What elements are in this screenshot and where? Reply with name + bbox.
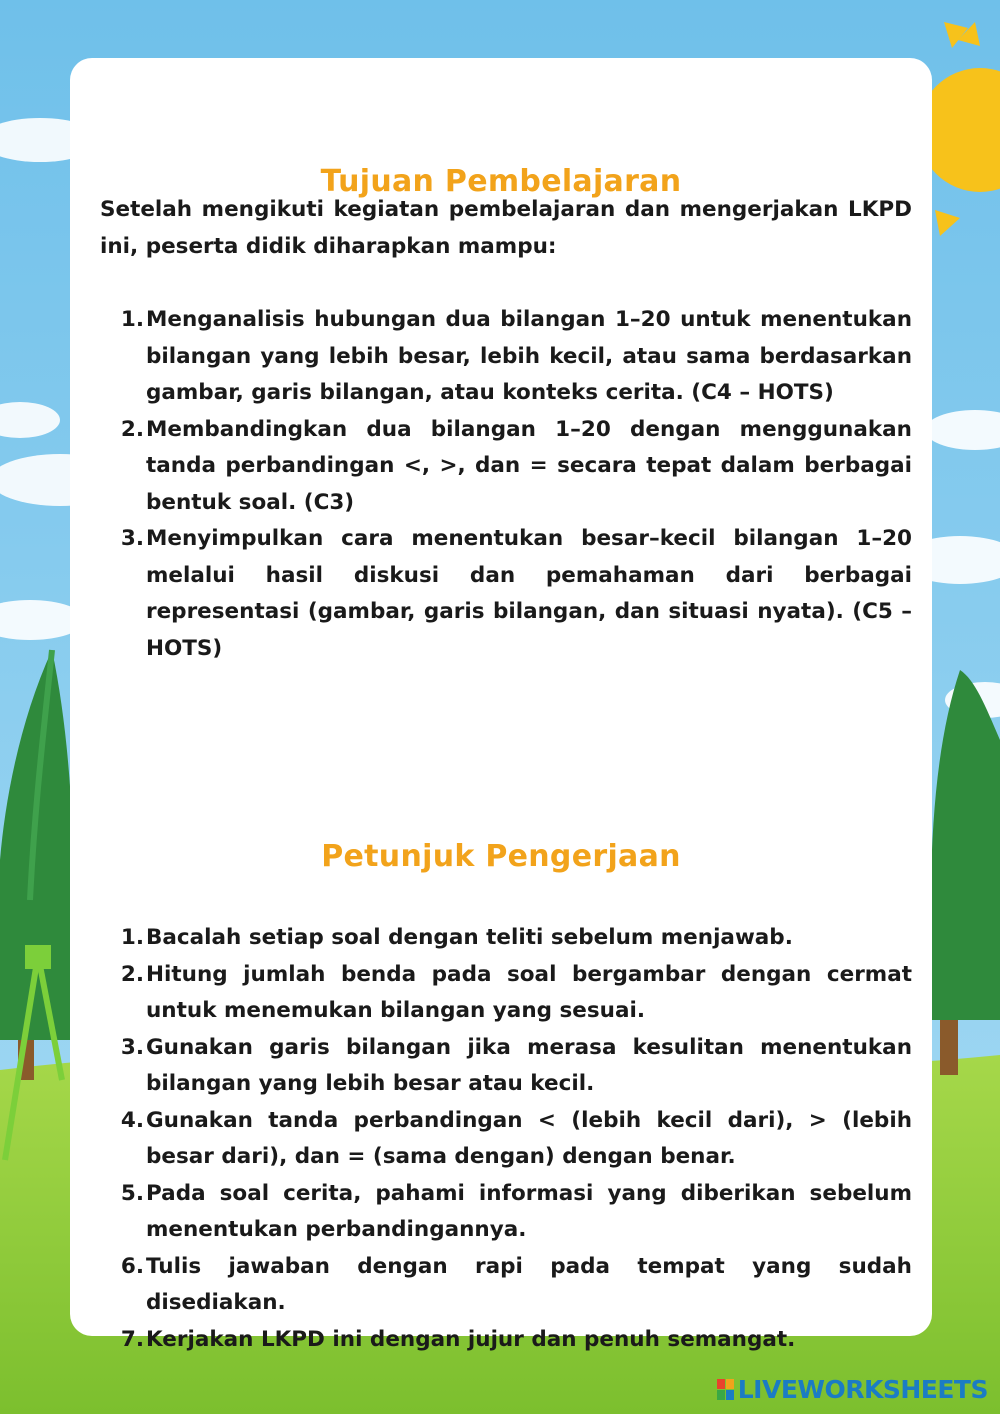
instructions-title: Petunjuk Pengerjaan bbox=[321, 839, 681, 874]
item-text: Menyimpulkan cara menentukan besar–kecil bilangan 1–20 melalui hasil diskusi dan pemahaman dari berbagai representasi (gambar, garis bilangan, dan situasi nyata). (C5 – HOTS) bbox=[146, 526, 912, 661]
item-text: Membandingkan dua bilangan 1–20 dengan menggunakan tanda perbandingan <, >, dan = secara tepat dalam berbagai bentuk soal. (C3) bbox=[146, 416, 912, 515]
item-number: 6. bbox=[120, 1253, 144, 1279]
list-item bbox=[100, 920, 912, 957]
liveworksheets-icon bbox=[717, 1379, 734, 1400]
item-number: 4. bbox=[120, 1107, 144, 1133]
list-item bbox=[100, 412, 912, 522]
list-item bbox=[100, 1176, 912, 1249]
list-item bbox=[100, 1322, 912, 1359]
item-text: Tulis jawaban dengan rapi pada tempat yang sudah disediakan. bbox=[146, 1253, 912, 1315]
instructions-list bbox=[100, 920, 912, 1358]
liveworksheets-logo[interactable] bbox=[717, 1372, 988, 1406]
item-text: Menganalisis hubungan dua bilangan 1–20 untuk menentukan bilangan yang lebih besar, lebih kecil, atau sama berdasarkan gambar, garis bilangan, atau konteks cerita. (C4 – HOTS) bbox=[146, 307, 912, 405]
item-text: Gunakan tanda perbandingan < (lebih kecil dari), > (lebih besar dari), dan = (sama dengan) dengan benar. bbox=[146, 1107, 912, 1169]
list-item bbox=[100, 521, 912, 667]
objectives-list bbox=[100, 302, 912, 667]
item-number: 7. bbox=[120, 1326, 144, 1352]
item-number: 2. bbox=[120, 416, 144, 442]
item-text: Gunakan garis bilangan jika merasa kesulitan menentukan bilangan yang lebih besar atau kecil. bbox=[146, 1034, 912, 1096]
content-card bbox=[70, 58, 932, 1352]
liveworksheets-wordmark: LIVEWORKSHEETS bbox=[737, 1374, 988, 1404]
list-item bbox=[100, 1030, 912, 1103]
item-number: 3. bbox=[120, 526, 144, 551]
item-number: 1. bbox=[120, 307, 144, 332]
objectives-title: Tujuan Pembelajaran bbox=[320, 164, 682, 199]
objectives-intro: Setelah mengikuti kegiatan pembelajaran dan mengerjakan LKPD ini, peserta didik diharapkan mampu: bbox=[100, 197, 912, 259]
list-item bbox=[100, 1249, 912, 1322]
list-item bbox=[100, 1103, 912, 1176]
item-number: 1. bbox=[120, 925, 144, 950]
item-text: Kerjakan LKPD ini dengan jujur dan penuh semangat. bbox=[146, 1326, 796, 1352]
item-text: Bacalah setiap soal dengan teliti sebelum menjawab. bbox=[146, 925, 793, 950]
item-text: Hitung jumlah benda pada soal bergambar dengan cermat untuk menemukan bilangan yang sesuai. bbox=[146, 961, 912, 1023]
item-text: Pada soal cerita, pahami informasi yang diberikan sebelum menentukan perbandingannya. bbox=[146, 1180, 912, 1242]
list-item bbox=[100, 302, 912, 412]
item-number: 5. bbox=[120, 1180, 144, 1206]
list-item bbox=[100, 957, 912, 1030]
item-number: 2. bbox=[120, 961, 144, 987]
item-number: 3. bbox=[120, 1034, 144, 1060]
